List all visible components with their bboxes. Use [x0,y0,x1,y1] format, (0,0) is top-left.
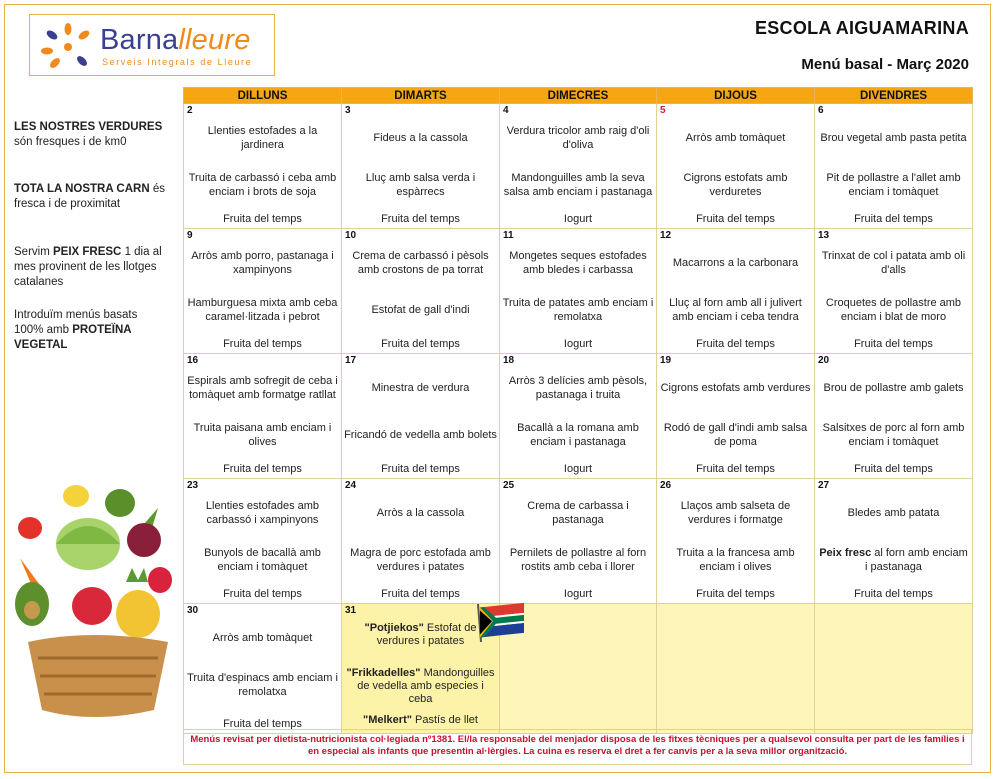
dessert: Fruita del temps [696,338,775,350]
brand-subtitle: Serveis Integrals de Lleure [102,57,253,67]
day-number: 6 [818,105,824,116]
first-course: Crema de carbassa i pastanaga [527,500,629,526]
second-course: Magra de porc estofada amb verdures i patates [350,547,491,573]
dessert: Fruita del temps [223,213,302,225]
dessert: Fruita del temps [223,463,302,475]
day-number: 10 [345,230,357,241]
day-cell [500,104,657,229]
day-number: 31 [345,605,357,616]
day-number: 18 [503,355,515,366]
second-course: Truita d'espinacs amb enciam i remolatxa [187,672,338,698]
second-course: Lluç amb salsa verda i espàrrecs [365,172,476,198]
first-course: Arròs a la cassola [376,507,465,519]
dessert: Fruita del temps [696,213,775,225]
first-course: Macarrons a la carbonara [672,257,799,269]
day-cell [184,604,342,734]
first-course: Trinxat de col i patata amb oli d'alls [821,250,966,276]
brand-name: Barnalleure [100,24,251,56]
first-course: Mongetes seques estofades amb bledes i carbassa [509,250,647,276]
first-course: Cigrons estofats amb verdures [660,382,811,394]
day-cell [184,104,342,229]
dessert: Iogurt [563,338,593,350]
day-number: 25 [503,480,515,491]
brand-logo [29,14,275,76]
second-course: Truita a la francesa amb enciam i olives [676,547,795,573]
first-course: Crema de carbassó i pèsols amb crostons de pa torrat [352,250,489,276]
first-course: Arròs 3 delícies amb pèsols, pastanaga i truita [508,375,648,401]
day-cell [184,479,342,604]
day-number: 4 [503,105,509,116]
day-number: 30 [187,605,199,616]
weekday-header: DILLUNS [184,88,342,104]
dessert: Iogurt [563,463,593,475]
second-course: Cigrons estofats amb verduretes [683,172,788,198]
day-number: 19 [660,355,672,366]
dessert: Fruita del temps [223,588,302,600]
day-number: 12 [660,230,672,241]
weekday-header: DIJOUS [657,88,815,104]
first-course: Fideus a la cassola [373,132,468,144]
day-number: 27 [818,480,830,491]
note-carn: TOTA LA NOSTRA CARN és fresca i de proximitat [14,183,165,210]
second-course: Pernilets de pollastre al forn rostits amb ceba i llorer [509,547,647,573]
empty-cell [657,604,815,734]
day-cell [657,479,815,604]
second-course: Bunyols de bacallà amb enciam i tomàquet [204,547,321,573]
day-cell [657,354,815,479]
dessert: Fruita del temps [854,338,933,350]
nutrition-disclaimer: Menús revisat per dietista-nutricionista col·legiada nº1381. El/la responsable del menjador disposa de les fitxes tècniques per a qualsevol consulta per part de les famílies i en especial als infants que presentin al·lèrgies. La cuina es reserva el dret a fer canvis per a la seva millor organització. [183,729,972,765]
week-row [184,229,973,354]
first-course: Espirals amb sofregit de ceba i tomàquet amb formatge ratllat [187,375,338,401]
first-course: Arròs amb tomàquet [685,132,786,144]
day-cell [342,229,500,354]
second-course: Salsitxes de porc al forn amb enciam i tomàquet [822,422,965,448]
first-course: Llenties estofades a la jardinera [207,125,318,151]
day-cell [342,104,500,229]
week-row [184,104,973,229]
first-course: Bledes amb patata [847,507,940,519]
day-cell [657,104,815,229]
first-course: Brou vegetal amb pasta petita [820,132,967,144]
first-course: Llenties estofades amb carbassó i xampinyons [205,500,320,526]
logo-burst-icon [38,21,98,69]
day-number: 26 [660,480,672,491]
first-course: Minestra de verdura [371,382,470,394]
day-cell [815,479,973,604]
dessert: Fruita del temps [696,463,775,475]
second-course: Lluç al forn amb all i julivert amb enciam i ceba tendra [669,297,802,323]
first-course: Llaços amb salseta de verdures i formatge [680,500,791,526]
day-cell [184,229,342,354]
weekday-header: DIMARTS [342,88,500,104]
second-course: Truita paisana amb enciam i olives [193,422,332,448]
day-cell [500,354,657,479]
dessert: Fruita del temps [854,588,933,600]
vegetables-basket-illustration [8,478,178,728]
day-cell [815,104,973,229]
day-number: 16 [187,355,199,366]
day-number: 11 [503,230,514,241]
second-course: Fricandó de vedella amb bolets [344,429,497,441]
dessert: Fruita del temps [381,588,460,600]
second-course: Croquetes de pollastre amb enciam i blat de moro [825,297,962,323]
second-course: Estofat de gall d'indi [371,304,470,316]
second-course: Bacallà a la romana amb enciam i pastanaga [517,422,639,448]
second-course: Rodó de gall d'indi amb salsa de poma [663,422,808,448]
day-number: 23 [187,480,199,491]
weekday-header-row [184,88,973,104]
first-course: "Potjiekos" Estofat de verdures i patates [364,622,477,647]
dessert: "Melkert" Pastís de llet [363,714,478,726]
day-number: 24 [345,480,357,491]
day-cell [184,354,342,479]
first-course: Brou de pollastre amb galets [823,382,964,394]
day-number: 3 [345,105,351,116]
south-africa-flag-icon [475,602,527,642]
dessert: Iogurt [563,588,593,600]
day-cell [815,354,973,479]
weekday-header: DIMECRES [500,88,657,104]
dessert: Fruita del temps [223,338,302,350]
second-course: Mandonguilles amb la seva salsa amb enciam i pastanaga [503,172,653,198]
weekday-header: DIVENDRES [815,88,973,104]
school-name: ESCOLA AIGUAMARINA [754,18,969,38]
note-proteina: Introduïm menús basats 100% amb PROTEÏNA VEGETAL [14,309,138,351]
second-course: Pit de pollastre a l'allet amb enciam i tomàquet [826,172,961,198]
day-cell [342,479,500,604]
dessert: Iogurt [563,213,593,225]
dessert: Fruita del temps [223,718,302,730]
day-number: 9 [187,230,193,241]
menu-calendar [183,87,973,734]
first-course: Verdura tricolor amb raig d'oli d'oliva [506,125,650,151]
dessert: Fruita del temps [381,213,460,225]
day-number: 17 [345,355,357,366]
second-course: Peix fresc al forn amb enciam i pastanaga [819,547,968,573]
first-course: Arròs amb tomàquet [212,632,313,644]
dessert: Fruita del temps [854,463,933,475]
day-number: 2 [187,105,193,116]
day-number: 20 [818,355,830,366]
note-peix: Servim PEIX FRESC 1 dia al mes provinent de les llotges catalanes [14,246,162,288]
dessert: Fruita del temps [381,338,460,350]
day-number: 13 [818,230,830,241]
week-row [184,354,973,479]
dessert: Fruita del temps [381,463,460,475]
second-course: "Frikkadelles" Mandonguilles de vedella amb especies i ceba [346,667,495,705]
second-course: Truita de patates amb enciam i remolatxa [502,297,654,323]
empty-cell [815,604,973,734]
day-cell [657,229,815,354]
second-course: Truita de carbassó i ceba amb enciam i brots de soja [188,172,337,198]
note-verdures: LES NOSTRES VERDURES són fresques i de km0 [14,121,163,148]
day-cell [815,229,973,354]
week-row [184,479,973,604]
menu-title: Menú basal - Març 2020 [801,56,969,73]
day-cell [500,229,657,354]
day-number: 5 [660,105,666,116]
week-row [184,604,973,734]
dessert: Fruita del temps [854,213,933,225]
day-cell [342,354,500,479]
first-course: Arròs amb porro, pastanaga i xampinyons [191,250,334,276]
second-course: Hamburguesa mixta amb ceba caramel·litzada i pebrot [187,297,338,323]
dessert: Fruita del temps [696,588,775,600]
day-cell [500,479,657,604]
